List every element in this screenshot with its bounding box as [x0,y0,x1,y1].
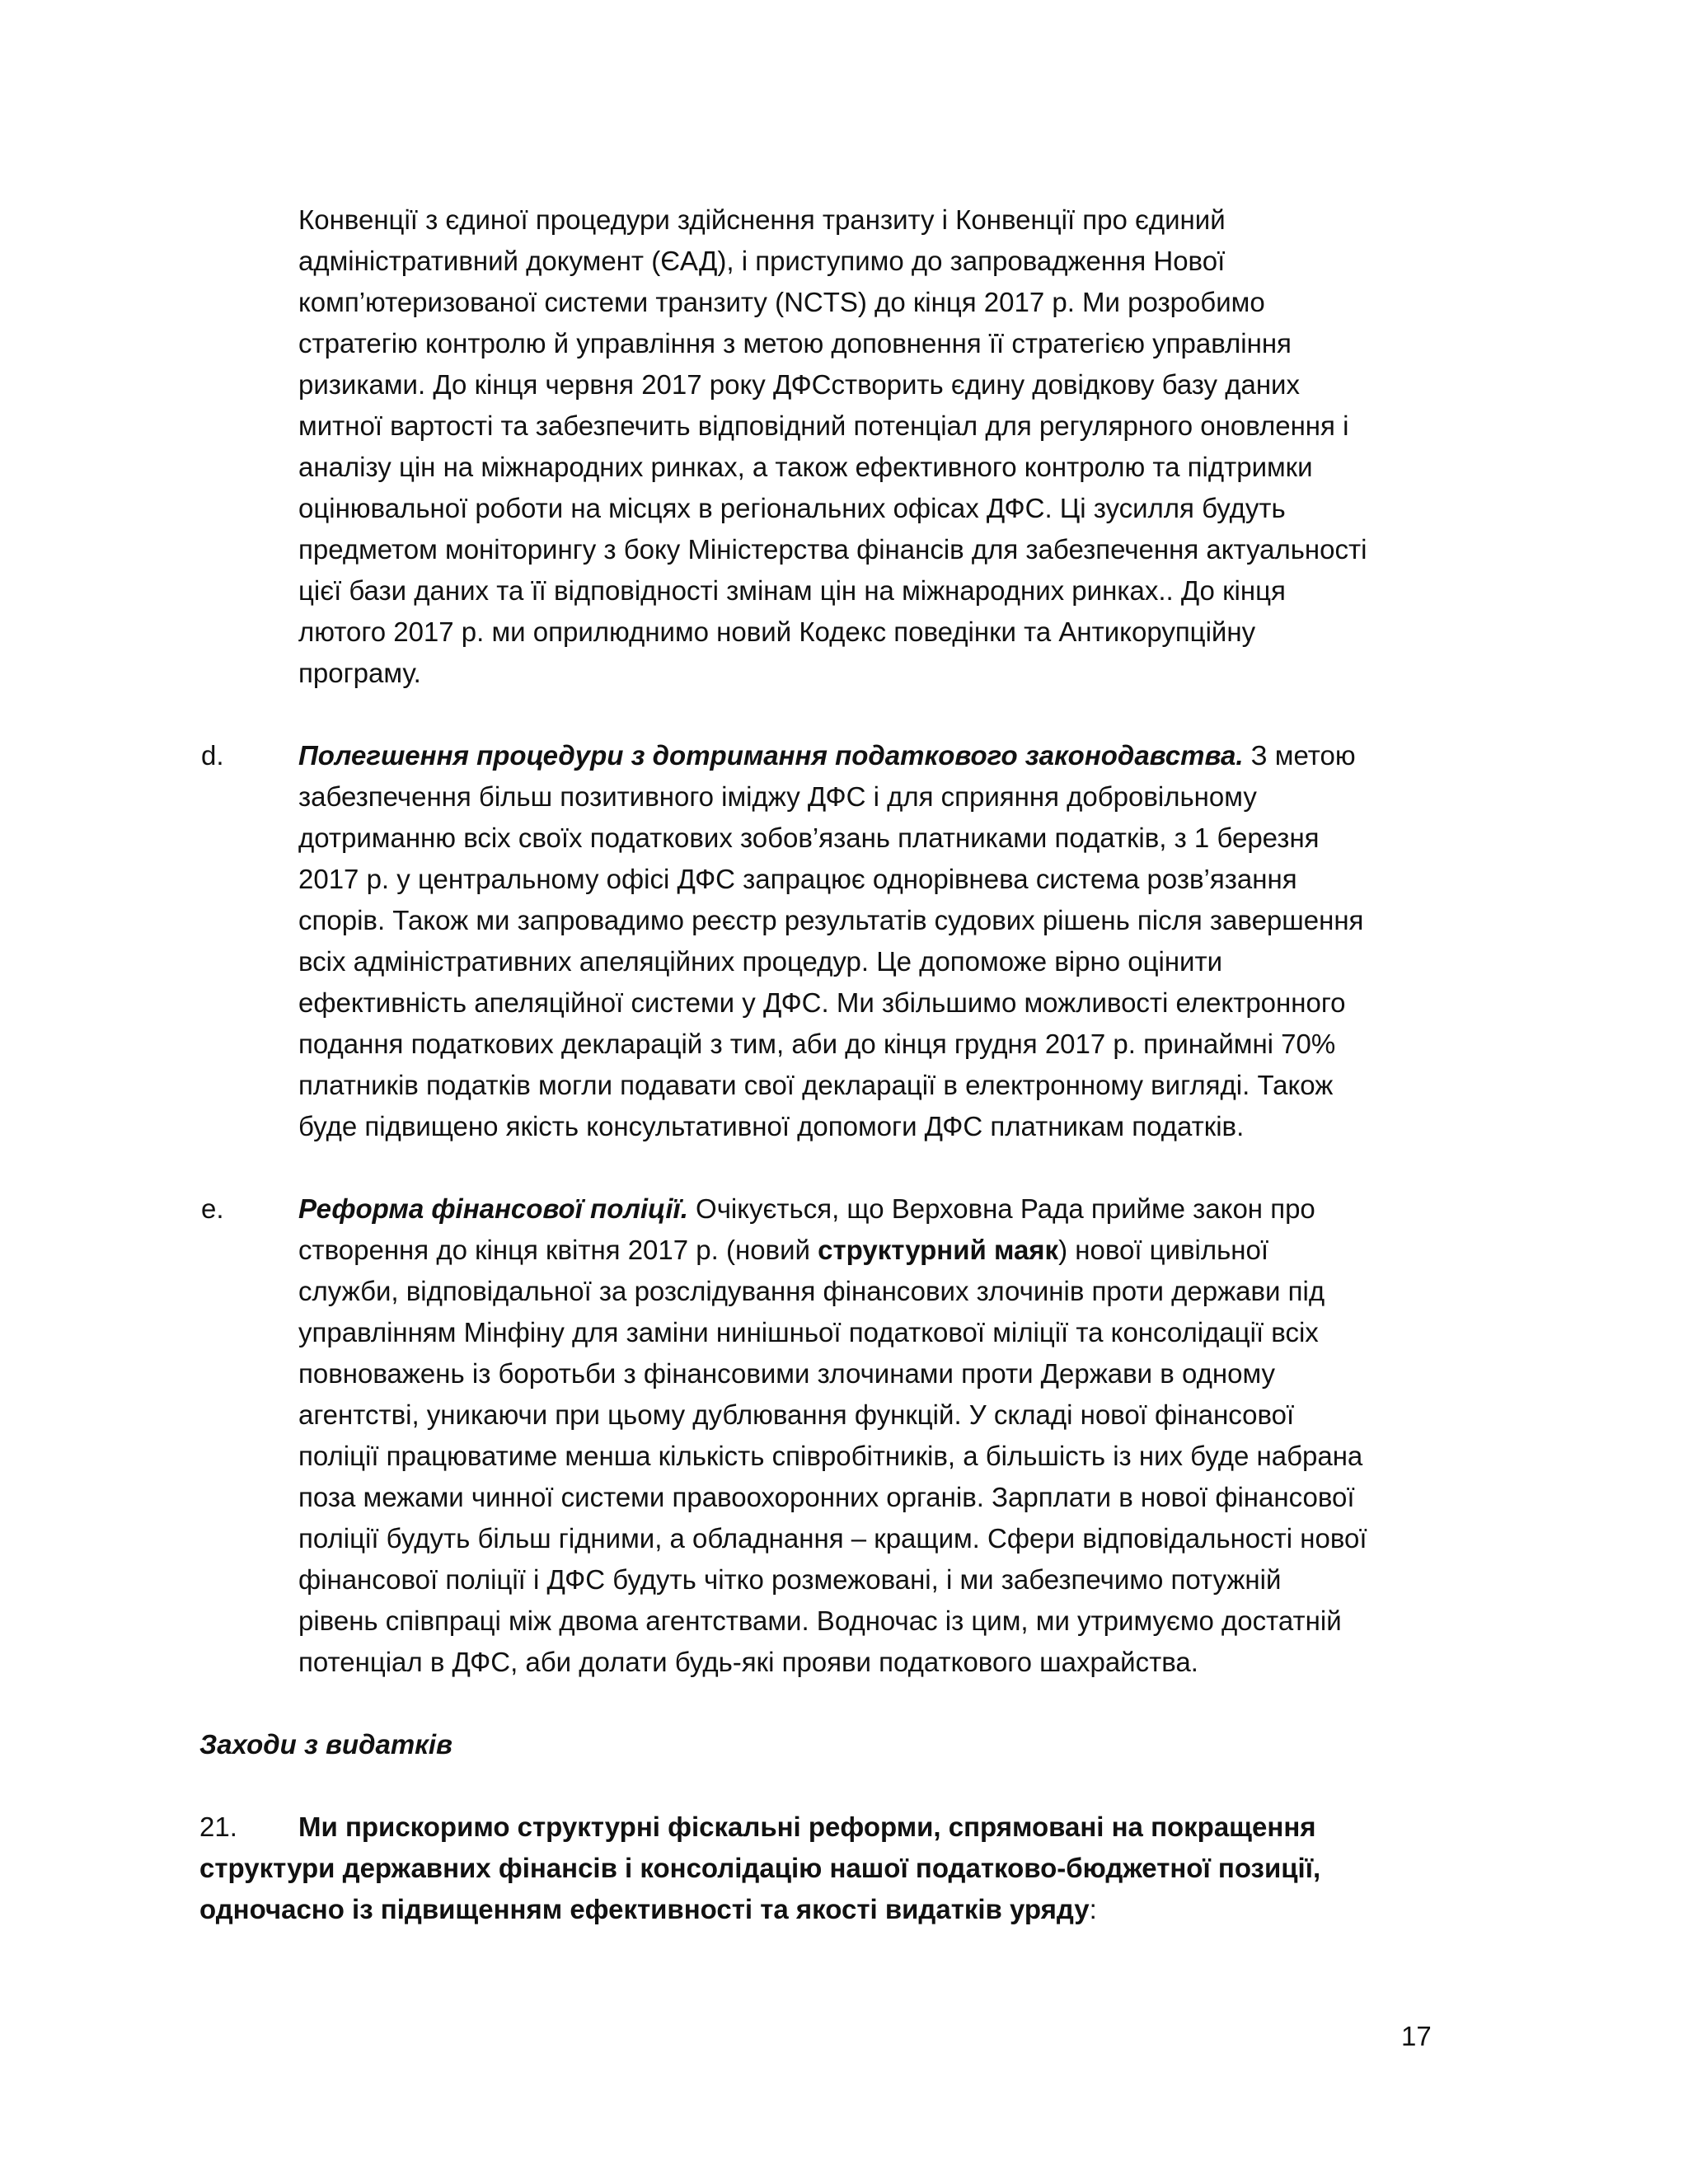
list-marker: e. [201,1193,224,1224]
text-line: повноважень із боротьби з фінансовими злочинами проти Держави в одному [298,1358,1276,1389]
paragraph-number: 21. [199,1811,237,1842]
item-text: З метою [1243,740,1356,771]
list-marker: d. [201,740,224,771]
text-line: всіх адміністративних апеляційних процедур. Це допоможе вірно оцінити [298,946,1223,977]
text-line: рівень співпраці між двома агентствами. Водночас із цим, ми утримуємо достатній [298,1605,1342,1636]
text-line: поліції будуть більш гідними, а обладнання – кращим. Сфери відповідальності нової [298,1523,1367,1554]
text-line: служби, відповідальної за розслідування фінансових злочинів проти держави під [298,1276,1325,1306]
item-text: ) нової цивільної [1058,1235,1269,1265]
item-text: створення до кінця квітня 2017 р. (новий [298,1235,818,1265]
item-text: : [1089,1894,1097,1924]
text-line: цієї бази даних та її відповідності змінам цін на міжнародних ринках.. До кінця [298,575,1286,606]
text-line: буде підвищено якість консультативної допомоги ДФС платникам податків. [298,1111,1245,1141]
text-line: лютого 2017 р. ми оприлюднимо новий Кодекс поведінки та Антикорупційну [298,616,1256,647]
text-line [298,1188,1315,1230]
text-line: дотриманню всіх своїх податкових зобов’язань платниками податків, з 1 березня [298,823,1320,853]
page-number: 17 [1401,2021,1432,2051]
text-line: оцінювальної роботи на місцях в регіональних офісах ДФС. Ці зусилля будуть [298,493,1286,523]
text-line: 2017 р. у центральному офісі ДФС запрацює однорівнева система розв’язання [298,864,1297,894]
text-line: управлінням Мінфіну для заміни нинішньої податкової міліції та консолідації всіх [298,1317,1319,1347]
text-line: подання податкових декларацій з тим, аби до кінця грудня 2017 р. принаймні 70% [298,1029,1336,1059]
structural-benchmark-label: структурний маяк [818,1235,1059,1265]
text-line: ризиками. До кінця червня 2017 року ДФСстворить єдину довідкову базу даних [298,369,1300,400]
text-line [298,735,1356,776]
text-line: поза межами чинної системи правоохоронних органів. Зарплати в нової фінансової [298,1482,1355,1512]
text-line: адміністративний документ (ЄАД), і приступимо до запровадження Нової [298,246,1226,276]
text-line: предметом моніторингу з боку Міністерства фінансів для забезпечення актуальності [298,534,1367,565]
text-line [199,1889,1097,1930]
text-line: аналізу цін на міжнародних ринках, а також ефективного контролю та підтримки [298,452,1313,482]
item-title: Полегшення процедури з дотримання податкового законодавства. [298,740,1244,771]
text-line: ефективність апеляційної системи у ДФС. Ми збільшимо можливості електронного [298,987,1346,1018]
text-line: митної вартості та забезпечить відповідний потенціал для регулярного оновлення і [298,410,1349,441]
text-line: структури державних фінансів і консолідацію нашої податково-бюджетної позиції, [199,1853,1321,1883]
text-line: потенціал в ДФС, аби долати будь-які прояви податкового шахрайства. [298,1647,1198,1677]
text-line [298,1230,1268,1271]
text-line: агентстві, уникаючи при цьому дублювання функцій. У складі нової фінансової [298,1399,1295,1430]
text-line: платників податків могли подавати свої декларації в електронному вигляді. Також [298,1070,1334,1100]
text-line: програму. [298,658,421,688]
text-line: поліції працюватиме менша кількість співробітників, а більшість із них буде набрана [298,1441,1363,1471]
item-text: Очікується, що Верховна Рада прийме закон про [687,1193,1315,1224]
text-line: фінансової поліції і ДФС будуть чітко розмежовані, і ми забезпечимо потужній [298,1564,1282,1595]
section-heading: Заходи з видатків [199,1729,452,1760]
text-line: Ми прискоримо структурні фіскальні реформи, спрямовані на покращення [298,1811,1316,1842]
text-line: Конвенції з єдиної процедури здійснення транзиту і Конвенції про єдиний [298,204,1226,235]
item-title: Реформа фінансової поліції. [298,1193,688,1224]
text-line: стратегію контролю й управління з метою доповнення її стратегією управління [298,328,1292,359]
text-line: спорів. Також ми запровадимо реєстр результатів судових рішень після завершення [298,905,1364,935]
text-line: комп’ютеризованої системи транзиту (NCTS) до кінця 2017 р. Ми розробимо [298,287,1265,317]
item-text: одночасно із підвищенням ефективності та якості видатків уряду [199,1894,1090,1924]
text-line: забезпечення більш позитивного іміджу ДФС і для сприяння добровільному [298,781,1257,812]
